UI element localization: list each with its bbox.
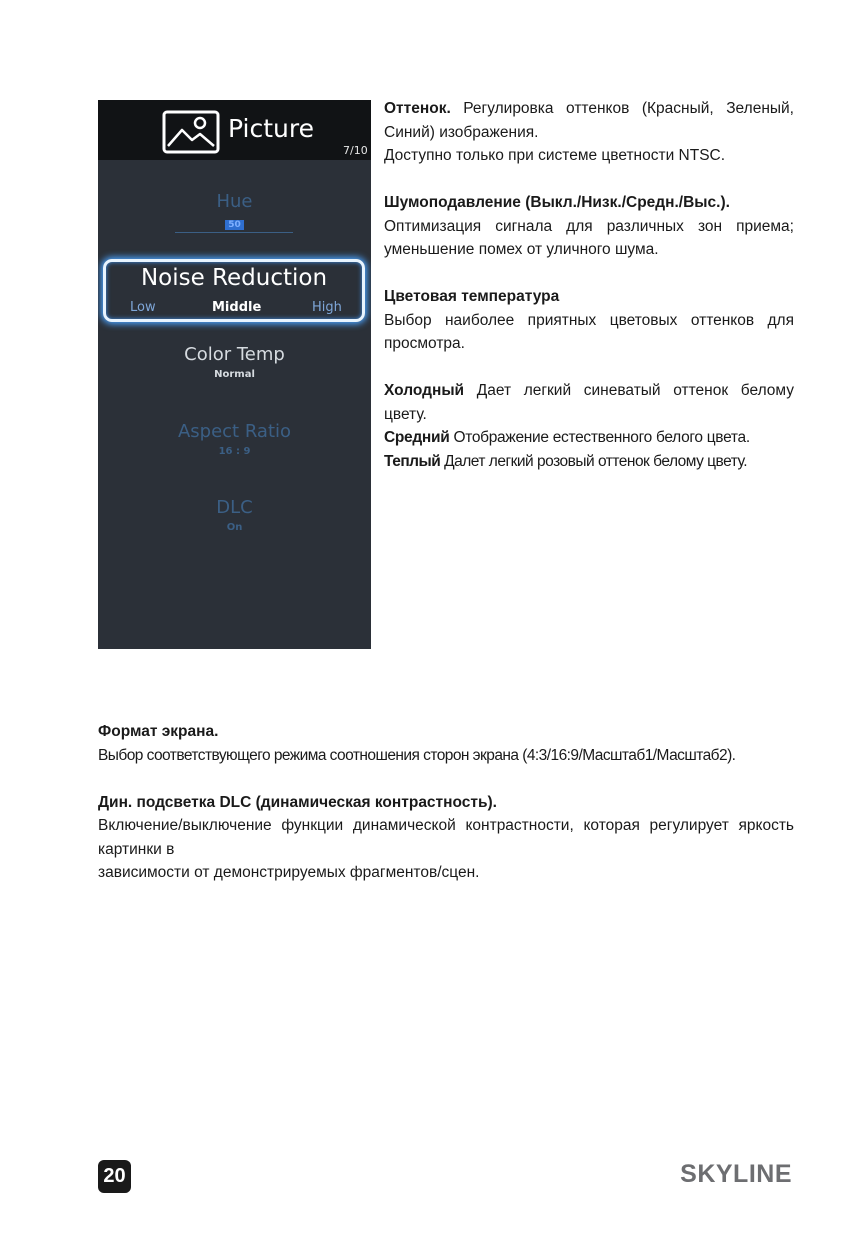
hue-heading: Оттенок. xyxy=(384,100,451,117)
hue-note: Доступно только при системе цветности NTSC. xyxy=(384,147,726,164)
warm-heading: Теплый xyxy=(384,452,441,470)
warm-paragraph xyxy=(384,450,794,474)
cold-description: Дает легкий синеватый оттенок белому цвету. xyxy=(384,382,794,423)
hue-description: Регулировка оттенков (Красный, Зеленый, Синий) изображения. xyxy=(384,100,794,141)
middle-heading: Средний xyxy=(384,429,450,446)
menu-item-aspect-ratio[interactable] xyxy=(98,421,371,457)
tv-page-indicator: 7/10 xyxy=(343,144,368,157)
color-temp-description: Выбор наиболее приятных цветовых оттенков для просмотра. xyxy=(384,311,794,352)
cold-paragraph xyxy=(384,379,794,426)
menu-item-noise-reduction[interactable] xyxy=(103,259,365,322)
cold-heading: Холодный xyxy=(384,382,465,399)
menu-item-dlc[interactable] xyxy=(98,497,371,533)
noise-option-high[interactable]: High xyxy=(312,300,342,315)
dlc-heading: Дин. подсветка DLC (динамическая контрастность). xyxy=(98,793,497,811)
noise-reduction-label: Noise Reduction xyxy=(140,265,328,291)
dlc-label: DLC xyxy=(216,497,253,518)
tv-menu-header xyxy=(98,100,371,160)
aspect-ratio-value: 16 : 9 xyxy=(218,446,251,457)
dlc-description-1: Включение/выключение функции динамической контрастности, которая регулирует яркость картинки в xyxy=(98,817,794,858)
aspect-ratio-description: Выбор соответствующего режима соотношения сторон экрана (4:3/16:9/Масштаб1/Масштаб2). xyxy=(98,746,736,764)
menu-item-color-temp[interactable] xyxy=(98,344,371,380)
noise-option-low[interactable]: Low xyxy=(130,300,156,315)
color-temp-value: Normal xyxy=(214,369,255,380)
tv-menu-title: Picture xyxy=(228,114,314,143)
brand-logo: SKYLINE xyxy=(680,1160,792,1188)
middle-description: Отображение естественного белого цвета. xyxy=(449,429,750,446)
warm-description: Далет легкий розовый оттенок белому цвету. xyxy=(440,452,748,470)
aspect-ratio-label: Aspect Ratio xyxy=(177,421,292,442)
middle-paragraph xyxy=(384,426,794,450)
dlc-value: On xyxy=(226,522,243,533)
menu-item-hue[interactable] xyxy=(98,191,371,231)
page-number: 20 xyxy=(98,1160,131,1193)
dlc-description-2: зависимости от демонстрируемых фрагментов/сцен. xyxy=(98,864,480,881)
color-temp-label: Color Temp xyxy=(184,344,285,365)
aspect-ratio-heading: Формат экрана. xyxy=(98,723,219,740)
noise-option-middle[interactable]: Middle xyxy=(212,300,262,315)
hue-label: Hue xyxy=(216,191,253,212)
hue-value: 50 xyxy=(225,220,244,230)
noise-reduction-heading: Шумоподавление (Выкл./Низк./Средн./Выс.). xyxy=(384,194,730,211)
hue-slider-line xyxy=(175,232,293,233)
color-temp-heading: Цветовая температура xyxy=(384,288,560,305)
right-text-column xyxy=(384,97,794,473)
picture-icon xyxy=(162,110,220,154)
noise-reduction-description: Оптимизация сигнала для различных зон приема; уменьшение помех от уличного шума. xyxy=(384,217,794,258)
hue-paragraph xyxy=(384,97,794,144)
bottom-text-block xyxy=(98,720,794,885)
tv-menu-screenshot xyxy=(98,100,371,649)
